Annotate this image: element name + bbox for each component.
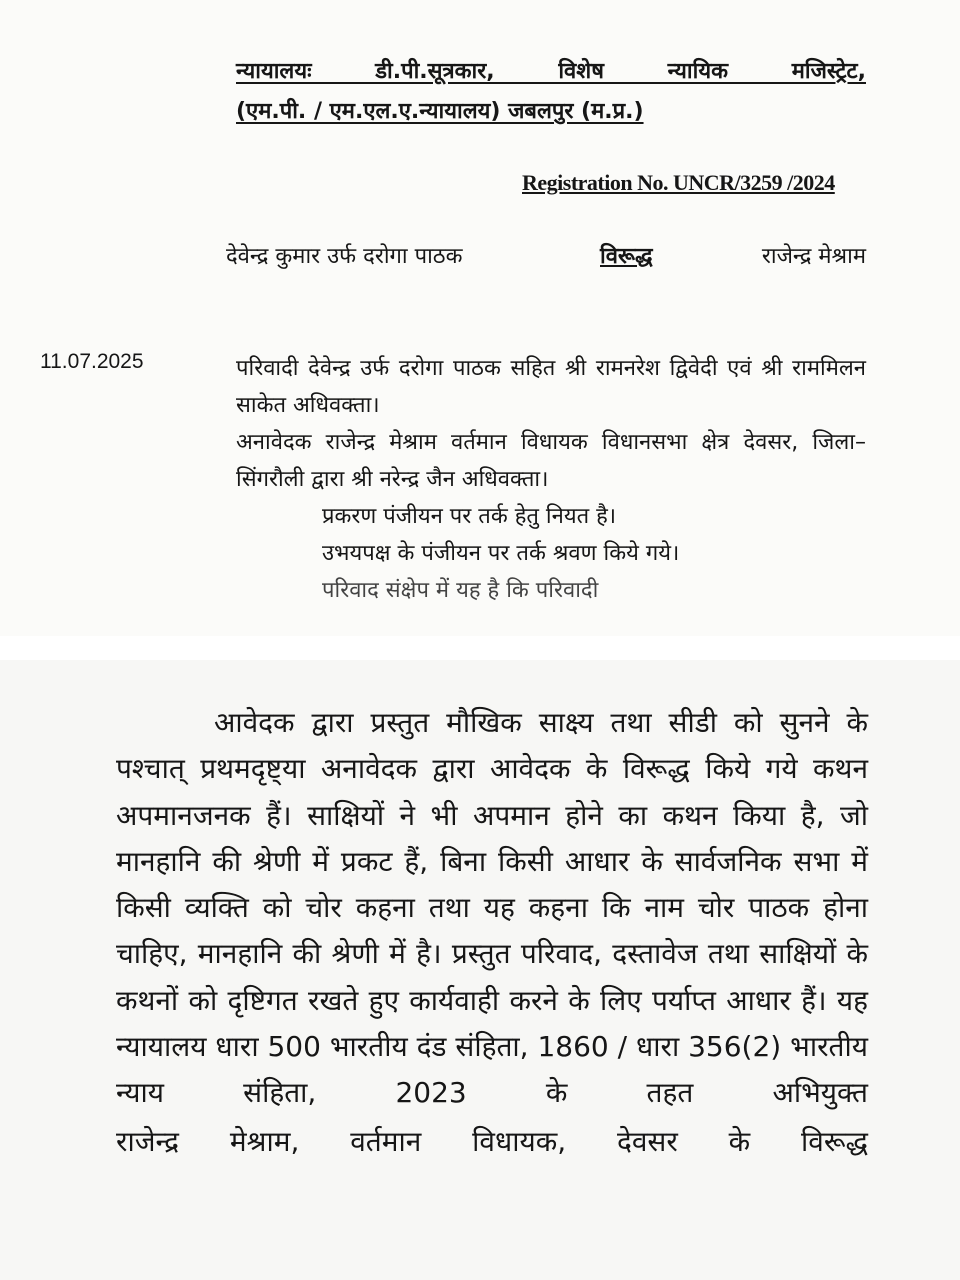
registration-number: Registration No. UNCR/3259 /2024 — [522, 170, 835, 195]
order-note-cut-off: परिवाद संक्षेप में यह है कि परिवादी — [322, 578, 599, 603]
order-sheet-page-1 — [0, 0, 960, 636]
versus-label: विरूद्ध — [600, 244, 653, 269]
court-header-line-1: न्यायालयः डी.पी.सूत्रकार, विशेष न्यायिक मजिस्ट्रेट, — [236, 59, 866, 84]
court-header-line-2: (एम.पी. / एम.एल.ए.न्यायालय) जबलपुर (म.प्र.) — [236, 99, 644, 124]
order-note-registration: प्रकरण पंजीयन पर तर्क हेतु नियत है। — [322, 504, 617, 529]
appearance-respondent: अनावेदक राजेन्द्र मेश्राम वर्तमान विधायक विधानसभा क्षेत्र देवसर, जिला–सिंगरौली द्वारा श्री नरेन्द्र जैन अधिवक्ता। — [236, 430, 866, 492]
finding-paragraph: आवेदक द्वारा प्रस्तुत मौखिक साक्ष्य तथा सीडी को सुनने के पश्चात् प्रथमदृष्ट्या अनावेदक द्वारा आवेदक के विरूद्ध किये गये कथन अपमानजनक हैं। साक्षियों ने भी अपमान होने का कथन किया है, जो मानहानि की श्रेणी में प्रकट हैं, बिना किसी आधार के सार्वजनिक सभा में किसी व्यक्ति को चोर कहना तथा यह कहना कि नाम चोर पाठक होना चाहिए, मानहानि की श्रेणी में है। प्रस्तुत परिवाद, दस्तावेज तथा साक्षियों के कथनों को दृष्टिगत रखते हुए कार्यवाही करने के लिए पर्याप्त आधार हैं। यह न्यायालय धारा 500 भारतीय दंड संहिता, 1860 / धारा 356(2) भारतीय न्याय संहिता, 2023 के तहत अभियुक्त — [116, 706, 868, 1110]
order-proceedings — [236, 350, 866, 603]
respondent-name: राजेन्द्र मेश्राम — [761, 244, 866, 269]
court-header — [236, 52, 866, 132]
finding-cut-off-line: राजेन्द्र मेश्राम, वर्तमान विधायक, देवसर के विरूद्ध — [116, 1124, 868, 1158]
order-sheet-page-2 — [0, 660, 960, 1280]
appearance-plaintiff: परिवादी देवेन्द्र उर्फ दरोगा पाठक सहित श्री रामनरेश द्विवेदी एवं श्री राममिलन साकेत अधिवक्ता। — [236, 356, 866, 418]
order-date: 11.07.2025 — [40, 350, 144, 373]
court-finding — [116, 700, 868, 1158]
plaintiff-name: देवेन्द्र कुमार उर्फ दरोगा पाठक — [226, 244, 463, 269]
order-note-arguments: उभयपक्ष के पंजीयन पर तर्क श्रवण किये गये। — [322, 541, 680, 566]
